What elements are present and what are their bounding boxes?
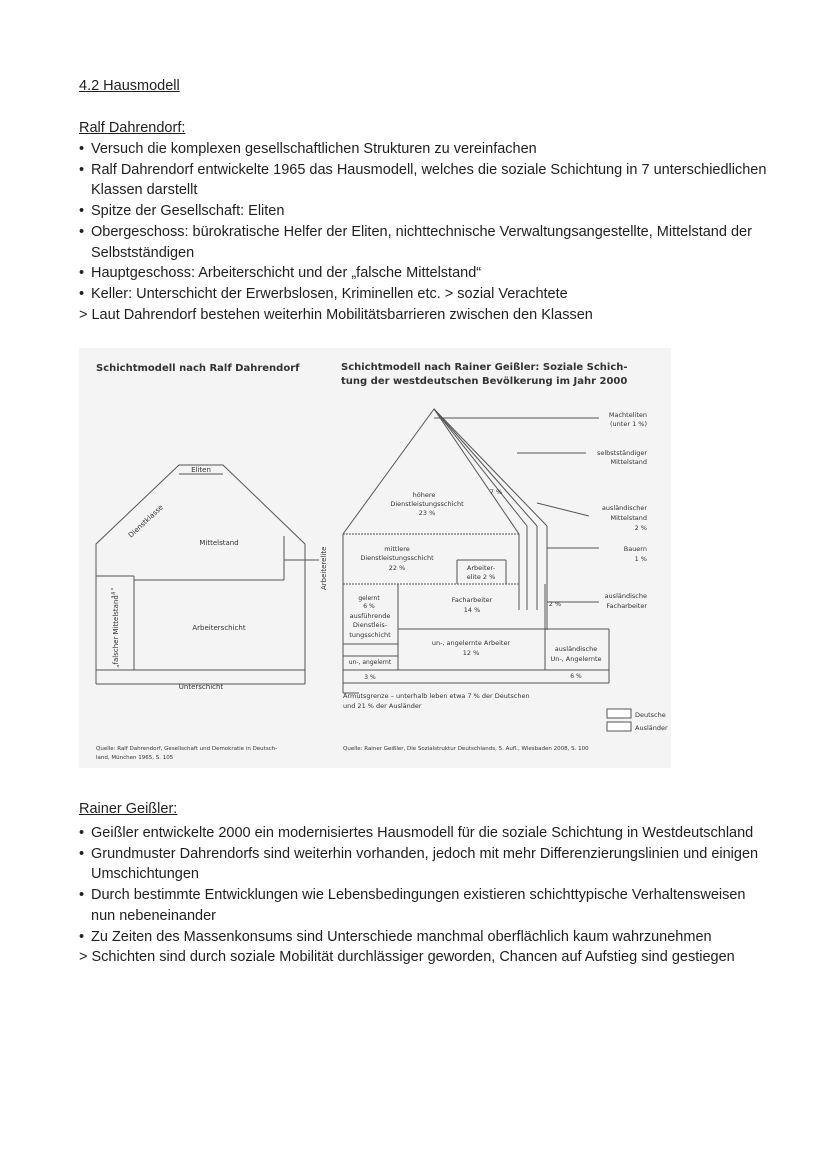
geissler-heading: Rainer Geißler: <box>79 801 178 817</box>
geissler-conclusion: > Schichten sind durch soziale Mobilität durchlässiger geworden, Chancen auf Aufstieg sind gestiegen <box>79 949 735 966</box>
dahrendorf-source-2: land, München 1965, S. 105 <box>96 755 174 761</box>
dahrendorf-conclusion: > Laut Dahrendorf bestehen weiterhin Mobilitätsbarrieren zwischen den Klassen <box>79 306 593 323</box>
geissler-bullet-list <box>79 823 769 968</box>
label-unterschicht: Unterschicht <box>178 683 224 691</box>
label-ausl-mittelstand-3: 2 % <box>634 524 647 532</box>
label-facharbeiter-2: 14 % <box>463 606 481 614</box>
label-dienstklasse: Dienstklasse <box>126 503 165 540</box>
legend-swatch-deutsche <box>607 709 631 718</box>
label-two-pct: 2 % <box>548 600 562 608</box>
house-models-figure <box>79 348 671 768</box>
label-arbeiterelite: Arbeiterelite <box>320 546 328 590</box>
list-item: • Obergeschoss: bürokratische Helfer der Eliten, nichttechnische Verwaltungsangestellte, Mittelstand der Selbstständigen <box>79 222 769 263</box>
label-armutsgrenze-1: Armutsgrenze – unterhalb leben etwa 7 % der Deutschen <box>343 692 530 700</box>
label-gelernt-2: 6 % <box>363 603 375 610</box>
label-arbeiterelite-2: elite 2 % <box>466 573 496 581</box>
label-facharbeiter-1: Facharbeiter <box>451 596 493 604</box>
list-item: • Durch bestimmte Entwicklungen wie Lebensbedingungen existieren schichttypische Verhaltensweisen nun nebeneinander <box>79 885 769 926</box>
label-ausl-mittelstand-1: ausländischer <box>601 504 647 512</box>
label-six-pct: 6 % <box>570 673 582 680</box>
label-machteliten-2: (unter 1 %) <box>610 420 647 428</box>
list-item: • Hauptgeschoss: Arbeiterschicht und der „falsche Mittelstand“ <box>79 263 769 284</box>
geissler-model-title-1: Schichtmodell nach Rainer Geißler: Soziale Schich- <box>341 362 628 373</box>
label-hoehere-3: 23 % <box>418 509 436 517</box>
label-hoehere-2: Dienstleistungsschicht <box>390 500 464 508</box>
label-mittlere-3: 22 % <box>388 564 406 572</box>
dahrendorf-house-outline <box>96 465 319 684</box>
list-item: • Ralf Dahrendorf entwickelte 1965 das Hausmodell, welches die soziale Schichtung in 7 unterschiedlichen Klassen darstellt <box>79 160 769 201</box>
label-selbststaendig-1: selbstständiger <box>596 449 647 457</box>
label-mittelstand: Mittelstand <box>199 539 239 547</box>
label-mittlere-2: Dienstleistungsschicht <box>360 554 434 562</box>
list-item: • Spitze der Gesellschaft: Eliten <box>79 201 769 222</box>
label-unangelernt-small: un-, angelernt <box>348 659 392 666</box>
label-armutsgrenze-2: und 21 % der Ausländer <box>343 702 422 710</box>
section-title: 4.2 Hausmodell <box>79 78 180 94</box>
dahrendorf-source-1: Quelle: Ralf Dahrendorf, Gesellschaft und Demokratie in Deutsch- <box>96 746 278 752</box>
legend-label-deutsche: Deutsche <box>635 711 666 719</box>
label-ausl-mittelstand-2: Mittelstand <box>610 514 647 522</box>
legend <box>607 709 668 732</box>
house-models-diagram <box>79 348 671 768</box>
label-eliten: Eliten <box>191 466 211 474</box>
list-item: • Keller: Unterschicht der Erwerbslosen, Kriminellen etc. > sozial Verachtete <box>79 284 769 305</box>
list-item: • Geißler entwickelte 2000 ein modernisiertes Hausmodell für die soziale Schichtung in Westdeutschland <box>79 823 769 844</box>
label-three-pct: 3 % <box>364 674 376 681</box>
list-item: • Zu Zeiten des Massenkonsums sind Unterschiede manchmal oberflächlich kaum wahrzunehmen <box>79 927 769 948</box>
label-selbststaendig-2: Mittelstand <box>610 458 647 466</box>
label-unangelernt-2: 12 % <box>462 649 480 657</box>
label-bauern-1: Bauern <box>623 545 647 553</box>
label-unangelernt-1: un-, angelernte Arbeiter <box>431 639 511 647</box>
label-ausl-facharbeiter-2: Facharbeiter <box>606 602 647 610</box>
label-arbeiterschicht: Arbeiterschicht <box>192 624 246 632</box>
legend-swatch-auslaender <box>607 722 631 731</box>
geissler-source: Quelle: Rainer Geißler, Die Sozialstruktur Deutschlands, 5. Aufl., Wiesbaden 2008, S. 100 <box>343 746 589 752</box>
label-ausl-unangelernte-2: Un-, Angelernte <box>550 655 602 663</box>
list-item: • Grundmuster Dahrendorfs sind weiterhin vorhanden, jedoch mit mehr Differenzierungslinien und einigen Umschichtungen <box>79 844 769 885</box>
label-ausfuehrende-3: tungsschicht <box>349 631 391 639</box>
dahrendorf-bullet-list <box>79 139 769 325</box>
label-ausl-facharbeiter-1: ausländische <box>604 592 647 600</box>
label-hoehere-1: höhere <box>412 491 436 499</box>
label-ausfuehrende-1: ausführende <box>349 612 391 620</box>
label-machteliten-1: Machteliten <box>608 411 647 419</box>
dahrendorf-heading: Ralf Dahrendorf: <box>79 120 186 136</box>
list-item: • Versuch die komplexen gesellschaftlichen Strukturen zu vereinfachen <box>79 139 769 160</box>
label-arbeiterelite-1: Arbeiter- <box>466 564 496 572</box>
label-mittlere-1: mittlere <box>384 545 410 553</box>
label-bauern-2: 1 % <box>634 555 647 563</box>
legend-label-auslaender: Ausländer <box>635 724 668 732</box>
label-ausfuehrende-2: Dienstleis- <box>352 621 388 629</box>
dahrendorf-model-title: Schichtmodell nach Ralf Dahrendorf <box>96 363 300 374</box>
label-gelernt-1: gelernt <box>358 595 380 602</box>
label-seven-pct: 7 % <box>489 488 503 496</box>
geissler-model-title-2: tung der westdeutschen Bevölkerung im Jahr 2000 <box>341 376 628 387</box>
label-falscher-mittelstand: „falscher Mittelstand“ <box>112 591 120 668</box>
label-ausl-unangelernte-1: ausländische <box>554 645 598 653</box>
